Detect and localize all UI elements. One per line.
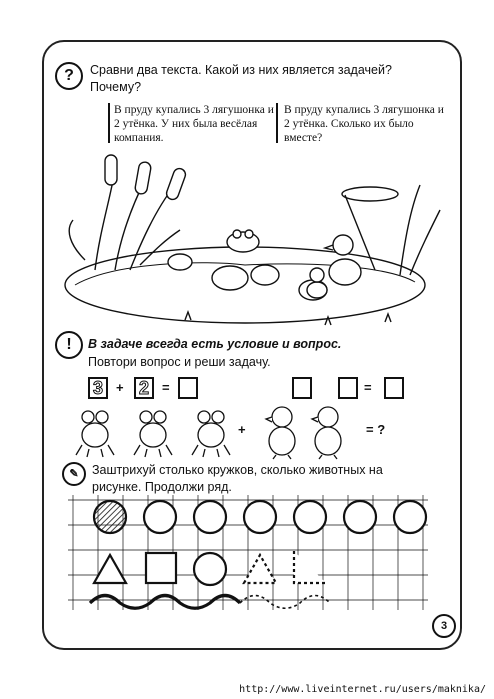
circle-7 <box>394 501 426 533</box>
duckling-1 <box>266 407 295 459</box>
frog-3 <box>192 411 230 457</box>
circle-5 <box>294 501 326 533</box>
text-left-bar <box>108 103 110 143</box>
equals-sign: = <box>162 380 170 395</box>
rule-statement: В задаче всегда есть условие и вопрос. <box>88 337 342 351</box>
text-right: В пруду купались 3 лягушонка и 2 утёнка. Сколько их было вместе? <box>284 104 444 144</box>
wave-line <box>90 596 240 609</box>
blank-box-1[interactable] <box>292 377 312 399</box>
exercise-grid <box>68 495 428 610</box>
frog-1 <box>76 411 114 457</box>
answer-box[interactable] <box>178 377 198 399</box>
blank-box-2[interactable] <box>338 377 358 399</box>
circle-shape <box>194 553 226 585</box>
pond-illustration <box>55 150 445 340</box>
task3-prompt: Заштрихуй столько кружков, сколько животных на рисунке. Продолжи ряд. <box>92 463 383 494</box>
animals-equals-question: = ? <box>366 422 386 437</box>
circle-2 <box>144 501 176 533</box>
rule-badge: ! <box>55 331 83 359</box>
digit-box-3: 3 <box>88 377 108 399</box>
plus-sign: + <box>116 380 124 395</box>
circle-4 <box>244 501 276 533</box>
blank-box-result[interactable] <box>384 377 404 399</box>
question-badge: ? <box>55 62 83 90</box>
triangle-shape <box>94 555 126 583</box>
ducklings-row <box>262 403 352 461</box>
animals-plus: + <box>238 422 246 437</box>
circle-3 <box>194 501 226 533</box>
pencil-icon: ✎ <box>62 462 86 486</box>
frog-2 <box>134 411 172 457</box>
square-shape <box>146 553 176 583</box>
text-right-bar <box>276 103 278 143</box>
frogs-row <box>75 405 235 460</box>
digit-box-2: 2 <box>134 377 154 399</box>
page-number: 3 <box>432 614 456 638</box>
text-left: В пруду купались 3 лягушонка и 2 утёнка. У них была весёлая компания. <box>114 104 274 144</box>
dashed-square-start <box>294 551 326 583</box>
task1-prompt: Сравни два текста. Какой из них является задачей? Почему? <box>90 63 392 94</box>
hatched-circle <box>94 501 126 533</box>
source-url[interactable]: http://www.liveinternet.ru/users/maknika/ <box>0 683 494 699</box>
duckling-2 <box>312 407 341 459</box>
equals-sign-right: = <box>364 380 372 395</box>
dashed-wave-line <box>240 596 330 609</box>
dashed-triangle <box>244 555 276 583</box>
circle-6 <box>344 501 376 533</box>
rule-instruction: Повтори вопрос и реши задачу. <box>88 355 271 369</box>
